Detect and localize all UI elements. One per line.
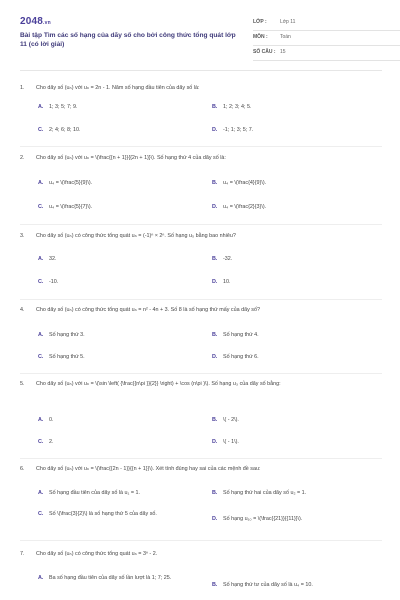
meta-key: MÔN : bbox=[253, 34, 268, 40]
logo-text: 2048 bbox=[20, 16, 44, 27]
option-label: A. bbox=[38, 332, 44, 338]
option-label: A. bbox=[38, 490, 44, 496]
meta-value: Lớp 11 bbox=[280, 19, 296, 25]
meta-key: SỐ CÂU : bbox=[253, 49, 276, 55]
site-logo[interactable] bbox=[20, 16, 51, 27]
option-text: Số hạng thứ hai của dãy số u₂ = 1. bbox=[223, 490, 307, 496]
option-label: A. bbox=[38, 417, 44, 423]
option-text: Số \(\frac{3}{2}\) là số hạng thứ 5 của dãy số. bbox=[49, 511, 157, 517]
option-text: Ba số hạng đầu tiên của dãy số lần lượt là 1; 7; 25. bbox=[49, 575, 172, 581]
meta-row-question-count bbox=[253, 46, 400, 61]
option-label: A. bbox=[38, 575, 44, 581]
option-label: C. bbox=[38, 204, 44, 210]
option-text: -32. bbox=[223, 256, 233, 262]
question-text: Cho dãy số (uₙ) có công thức tổng quát uₙ = (-1)ⁿ × 2ⁿ. Số hạng u₅ bằng bao nhiêu? bbox=[36, 233, 236, 239]
option-label: B. bbox=[212, 332, 218, 338]
option-text: 10. bbox=[223, 279, 231, 285]
worksheet-meta bbox=[253, 16, 400, 61]
option-text: 1; 2; 3; 4; 5. bbox=[223, 104, 252, 110]
question-divider bbox=[20, 224, 382, 225]
question-number: 5. bbox=[20, 381, 25, 387]
option-label: A. bbox=[38, 180, 44, 186]
question-divider bbox=[20, 458, 382, 459]
question-number: 4. bbox=[20, 307, 25, 313]
option-label: C. bbox=[38, 354, 44, 360]
option-label: A. bbox=[38, 256, 44, 262]
option-text: 0. bbox=[49, 417, 54, 423]
option-label: C. bbox=[38, 127, 44, 133]
option-label: D. bbox=[212, 516, 218, 522]
option-text: u₄ = \(\frac{5}{9}\). bbox=[49, 180, 93, 186]
question-divider bbox=[20, 146, 382, 147]
option-label: D. bbox=[212, 439, 218, 445]
option-label: D. bbox=[212, 354, 218, 360]
question-text: Cho dãy số (uₙ) có công thức tổng quát uₙ = 3ⁿ - 2. bbox=[36, 551, 158, 557]
option-label: D. bbox=[212, 279, 218, 285]
option-text: Số hạng u₁₀ = \(\frac{{21}}{{11}}\). bbox=[223, 516, 303, 522]
option-text: -1; 1; 3; 5; 7. bbox=[223, 127, 254, 133]
option-label: C. bbox=[38, 511, 44, 517]
option-text: Số hạng thứ 3. bbox=[49, 332, 85, 338]
option-text: 2. bbox=[49, 439, 54, 445]
question-number: 3. bbox=[20, 233, 25, 239]
question-text: Cho dãy số (uₙ) với uₙ = \(\sin \left( {\frac{{n\pi }}{2}} \right) + \cos (n\pi )\). Số hạng u₃ của dãy số bằng: bbox=[36, 381, 281, 387]
option-label: C. bbox=[38, 279, 44, 285]
question-divider bbox=[20, 299, 382, 300]
option-text: u₄ = \(\frac{5}{7}\). bbox=[49, 204, 93, 210]
question-text: Cho dãy số (uₙ) có công thức tổng quát uₙ = n² - 4n + 3. Số 8 là số hạng thứ mấy của dãy số? bbox=[36, 307, 260, 313]
header-divider bbox=[20, 70, 382, 71]
meta-row-subject bbox=[253, 31, 400, 46]
option-text: 32. bbox=[49, 256, 57, 262]
meta-row-grade bbox=[253, 16, 400, 31]
question-text: Cho dãy số (uₙ) với uₙ = 2n - 1. Năm số hạng đầu tiên của dãy số là: bbox=[36, 85, 200, 91]
option-text: Số hạng thứ 6. bbox=[223, 354, 259, 360]
option-label: D. bbox=[212, 204, 218, 210]
meta-value: 15 bbox=[280, 49, 286, 55]
question-text: Cho dãy số (uₙ) với uₙ = \(\frac{{2n - 1}}{{n + 1}}\). Xét tính đúng hay sai của các mệnh đề sau: bbox=[36, 466, 261, 472]
option-label: B. bbox=[212, 180, 218, 186]
meta-value: Toán bbox=[280, 34, 291, 40]
option-text: 2; 4; 6; 8; 10. bbox=[49, 127, 81, 133]
option-label: B. bbox=[212, 582, 218, 588]
option-label: A. bbox=[38, 104, 44, 110]
option-text: 1; 3; 5; 7; 9. bbox=[49, 104, 78, 110]
option-text: Số hạng thứ tư của dãy số là u₄ = 10. bbox=[223, 582, 313, 588]
option-text: Số hạng thứ 5. bbox=[49, 354, 85, 360]
worksheet-header bbox=[20, 14, 382, 62]
option-text: u₄ = \(\frac{4}{9}\). bbox=[223, 180, 267, 186]
question-text: Cho dãy số (uₙ) với uₙ = \(\frac{{n + 1}}{{2n + 1}}\). Số hạng thứ 4 của dãy số là: bbox=[36, 155, 226, 161]
logo-suffix: .vn bbox=[43, 20, 51, 26]
option-text: Số hạng đầu tiên của dãy số là u₁ = 1. bbox=[49, 490, 140, 496]
option-label: B. bbox=[212, 256, 218, 262]
option-label: B. bbox=[212, 417, 218, 423]
question-number: 7. bbox=[20, 551, 25, 557]
option-text: Số hạng thứ 4. bbox=[223, 332, 259, 338]
option-label: D. bbox=[212, 127, 218, 133]
option-text: -10. bbox=[49, 279, 59, 285]
option-text: \( - 2\). bbox=[223, 417, 239, 423]
question-number: 2. bbox=[20, 155, 25, 161]
question-number: 1. bbox=[20, 85, 25, 91]
option-label: C. bbox=[38, 439, 44, 445]
option-text: u₄ = \(\frac{2}{3}\). bbox=[223, 204, 267, 210]
option-text: \( - 1\). bbox=[223, 439, 239, 445]
question-divider bbox=[20, 373, 382, 374]
option-label: B. bbox=[212, 104, 218, 110]
meta-key: LỚP : bbox=[253, 19, 267, 25]
question-divider bbox=[20, 540, 382, 541]
option-label: B. bbox=[212, 490, 218, 496]
worksheet-title: Bài tập Tìm các số hạng của dãy số cho bởi công thức tổng quát lớp 11 (có lời giải) bbox=[20, 32, 236, 48]
question-number: 6. bbox=[20, 466, 25, 472]
